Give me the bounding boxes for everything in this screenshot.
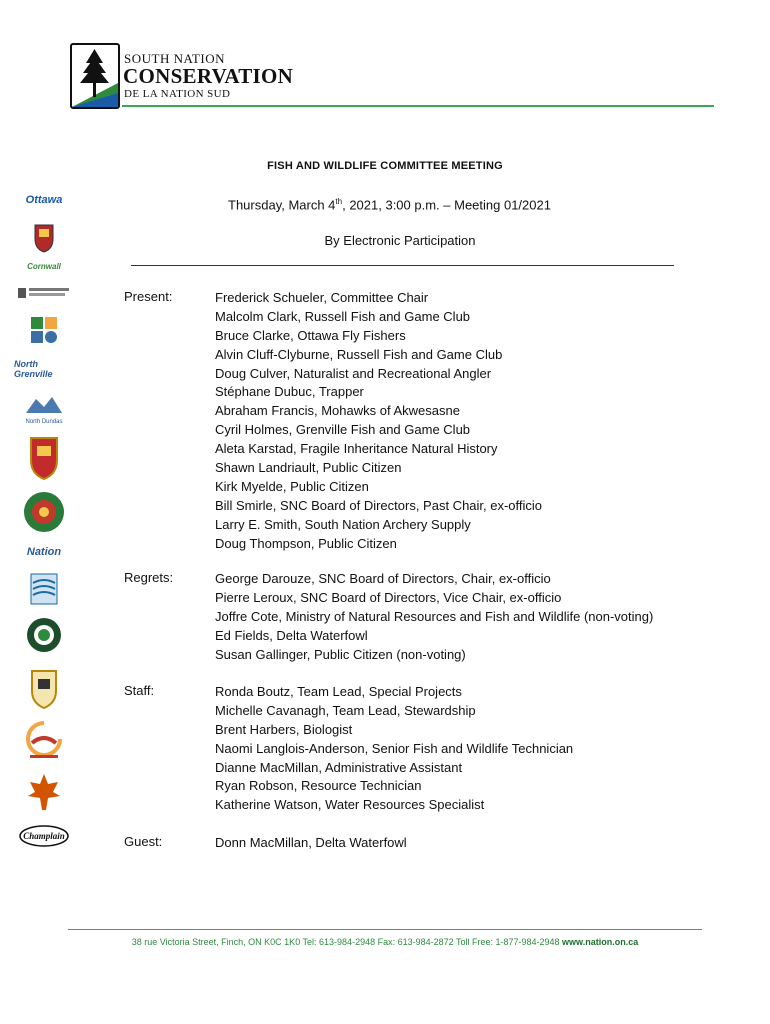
svg-text:North Dundas: North Dundas: [25, 419, 63, 425]
staff-list: [215, 683, 695, 815]
attendee-name: Aleta Karstad, Fragile Inheritance Natural History: [215, 441, 498, 457]
crest-icon: [14, 666, 74, 710]
north-grenville-logo-icon: North Grenville: [14, 359, 53, 379]
attendee-name: Katherine Watson, Water Resources Specialist: [215, 797, 485, 813]
attendee-name: Susan Gallinger, Public Citizen (non-voting): [215, 646, 466, 662]
attendee-name: Larry E. Smith, South Nation Archery Supply: [215, 516, 471, 532]
guest-list: [215, 834, 695, 853]
north-dundas-logo-icon: [14, 390, 74, 426]
attendee-name: Bruce Clarke, Ottawa Fly Fishers: [215, 327, 406, 343]
attendee-name: Malcolm Clark, Russell Fish and Game Club: [215, 308, 471, 324]
cornwall-logo-icon: Cornwall: [27, 261, 61, 271]
hawkesbury-logo-icon: [14, 718, 74, 762]
present-list: [215, 289, 695, 553]
attendee-name: Cyril Holmes, Grenville Fish and Game Club: [215, 422, 471, 438]
attendee-name: Abraham Francis, Mohawks of Akwesasne: [215, 403, 460, 419]
attendee-name: Ed Fields, Delta Waterfowl: [215, 627, 368, 643]
footer-address: 38 rue Victoria Street, Finch, ON K0C 1K0 Tel: 613-984-2948 Fax: 613-984-2872 Toll Free: 1-877-984-2948: [131, 937, 563, 947]
attendee-name: Donn MacMillan, Delta Waterfowl: [215, 835, 407, 850]
guest-label: Guest:: [124, 834, 163, 849]
meeting-title: FISH AND WILDLIFE COMMITTEE MEETING: [267, 160, 503, 172]
attendee-name: Alvin Cluff-Clyburne, Russell Fish and Game Club: [215, 346, 503, 362]
attendee-name: Doug Thompson, Public Citizen: [215, 535, 397, 551]
attendee-name: Joffre Cote, Ministry of Natural Resources and Fish and Wildlife (non-voting): [215, 608, 654, 624]
participation-note: By Electronic Participation: [324, 233, 476, 248]
regrets-label: Regrets:: [124, 570, 174, 585]
title-divider: [131, 265, 674, 266]
footer-divider: [68, 929, 702, 930]
maple-leaf-icon: [14, 770, 74, 814]
united-counties-logo-icon: [14, 285, 74, 301]
clarence-rockland-logo-icon: [14, 314, 74, 348]
attendee-name: Kirk Myelde, Public Citizen: [215, 478, 369, 494]
crest-icon: [14, 433, 74, 481]
meeting-date: Thursday, March 4th, 2021, 3:00 p.m. – Meeting 01/2021: [228, 197, 551, 213]
attendee-name: Doug Culver, Naturalist and Recreational Angler: [215, 365, 492, 381]
present-label: Present:: [124, 289, 173, 304]
svg-text:Champlain: Champlain: [23, 831, 65, 841]
attendee-name: Dianne MacMillan, Administrative Assistant: [215, 759, 463, 775]
website-link[interactable]: www.nation.on.ca: [562, 937, 639, 947]
footer-contact: [0, 937, 770, 947]
attendee-name: Ryan Robson, Resource Technician: [215, 778, 422, 794]
org-name-line2: CONSERVATION: [123, 64, 294, 88]
attendee-name: Michelle Cavanagh, Team Lead, Stewardship: [215, 702, 476, 718]
attendee-name: Brent Harbers, Biologist: [215, 721, 353, 737]
snc-logo-icon: [70, 43, 120, 109]
attendee-name: Ronda Boutz, Team Lead, Special Projects: [215, 684, 462, 699]
attendee-name: Stéphane Dubuc, Trapper: [215, 384, 364, 400]
russell-logo-icon: [14, 572, 74, 606]
staff-label: Staff:: [124, 683, 155, 698]
attendee-name: Frederick Schueler, Committee Chair: [215, 290, 429, 305]
header-divider: [122, 105, 714, 107]
attendee-name: Bill Smirle, SNC Board of Directors, Past Chair, ex-officio: [215, 497, 543, 513]
attendee-name: Shawn Landriault, Public Citizen: [215, 460, 402, 476]
org-name-line1: SOUTH NATION: [124, 51, 225, 66]
nation-logo-icon: Nation: [26, 546, 62, 558]
attendee-name: Naomi Langlois-Anderson, Senior Fish and Wildlife Technician: [215, 740, 574, 756]
regrets-list: [215, 570, 695, 664]
south-dundas-seal-icon: [14, 616, 74, 654]
attendee-name: Pierre Leroux, SNC Board of Directors, Vice Chair, ex-officio: [215, 589, 562, 605]
ottawa-logo-icon: Ottawa: [25, 194, 63, 206]
org-name-line3: DE LA NATION SUD: [124, 88, 231, 100]
seal-icon: [14, 488, 74, 536]
attendee-name: George Darouze, SNC Board of Directors, Chair, ex-officio: [215, 571, 551, 586]
champlain-logo-icon: [14, 822, 74, 850]
